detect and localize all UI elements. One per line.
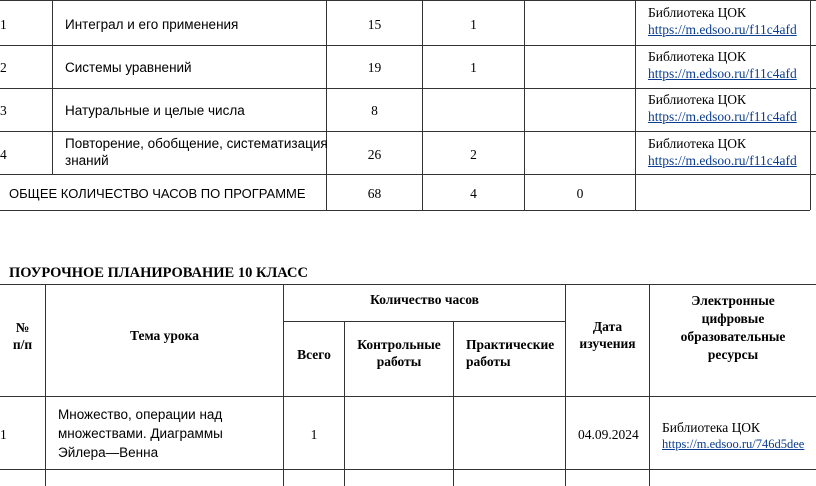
hours-total: 15 xyxy=(367,17,382,32)
hours-total: 26 xyxy=(367,147,382,162)
header-date-line2: изучения xyxy=(579,336,636,351)
hours-total: 8 xyxy=(371,103,378,118)
resource-link[interactable]: https://m.edsoo.ru/746d5dee xyxy=(662,437,805,451)
total-label: ОБЩЕЕ КОЛИЧЕСТВО ЧАСОВ ПО ПРОГРАММЕ xyxy=(9,186,306,201)
row-number: 4 xyxy=(0,147,7,162)
lesson-number: 1 xyxy=(0,427,7,442)
resource-link[interactable]: https://m.edsoo.ru/f11c4afd xyxy=(648,22,797,37)
header-practical-line2: работы xyxy=(466,354,511,369)
header-num: № xyxy=(15,320,30,335)
section-topic-line2: знаний xyxy=(65,153,109,168)
control-works: 1 xyxy=(470,60,477,75)
header-hours-group: Количество часов xyxy=(370,292,479,307)
header-control: Контрольные xyxy=(357,337,441,352)
total-practical: 0 xyxy=(576,186,584,201)
section-topic: Повторение, обобщение, систематизация xyxy=(65,136,328,151)
lesson-topic-line3: Эйлера—Венна xyxy=(58,445,159,460)
section-topic: Интеграл и его применения xyxy=(65,17,239,32)
lesson-topic-line2: множествами. Диаграммы xyxy=(58,426,223,441)
lesson-topic: Множество, операции над xyxy=(58,407,223,422)
total-control: 4 xyxy=(470,186,477,201)
header-total: Всего xyxy=(297,347,331,362)
control-works: 2 xyxy=(470,147,477,162)
resource-label: Библиотека ЦОК xyxy=(648,5,746,20)
header-resources: Электронные xyxy=(691,293,775,308)
hours-total: 19 xyxy=(367,60,382,75)
section-topic: Системы уравнений xyxy=(65,60,192,75)
resource-label: Библиотека ЦОК xyxy=(648,136,746,151)
lesson-plan-title: ПОУРОЧНОЕ ПЛАНИРОВАНИЕ 10 КЛАСС xyxy=(9,265,308,281)
header-num-line2: п/п xyxy=(12,337,33,352)
section-topic: Натуральные и целые числа xyxy=(65,103,245,118)
control-works: 1 xyxy=(470,17,477,32)
header-resources-line4: ресурсы xyxy=(707,347,759,362)
resource-link[interactable]: https://m.edsoo.ru/f11c4afd xyxy=(648,66,797,81)
row-number: 1 xyxy=(0,17,7,32)
resource-label: Библиотека ЦОК xyxy=(648,49,746,64)
row-number: 2 xyxy=(0,60,7,75)
header-resources-line2: цифровые xyxy=(701,311,765,326)
resource-label: Библиотека ЦОК xyxy=(662,420,760,435)
total-hours: 68 xyxy=(367,186,382,201)
resource-link[interactable]: https://m.edsoo.ru/f11c4afd xyxy=(648,109,797,124)
header-resources-line3: образовательные xyxy=(680,329,786,344)
row-number: 3 xyxy=(0,103,7,118)
lesson-date: 04.09.2024 xyxy=(578,427,639,442)
resource-label: Библиотека ЦОК xyxy=(648,92,746,107)
header-control-line2: работы xyxy=(376,354,422,369)
lesson-hours: 1 xyxy=(310,427,318,442)
header-topic: Тема урока xyxy=(129,328,200,343)
resource-link[interactable]: https://m.edsoo.ru/f11c4afd xyxy=(648,153,797,168)
header-date: Дата xyxy=(592,319,623,334)
header-practical: Практические xyxy=(466,337,555,352)
